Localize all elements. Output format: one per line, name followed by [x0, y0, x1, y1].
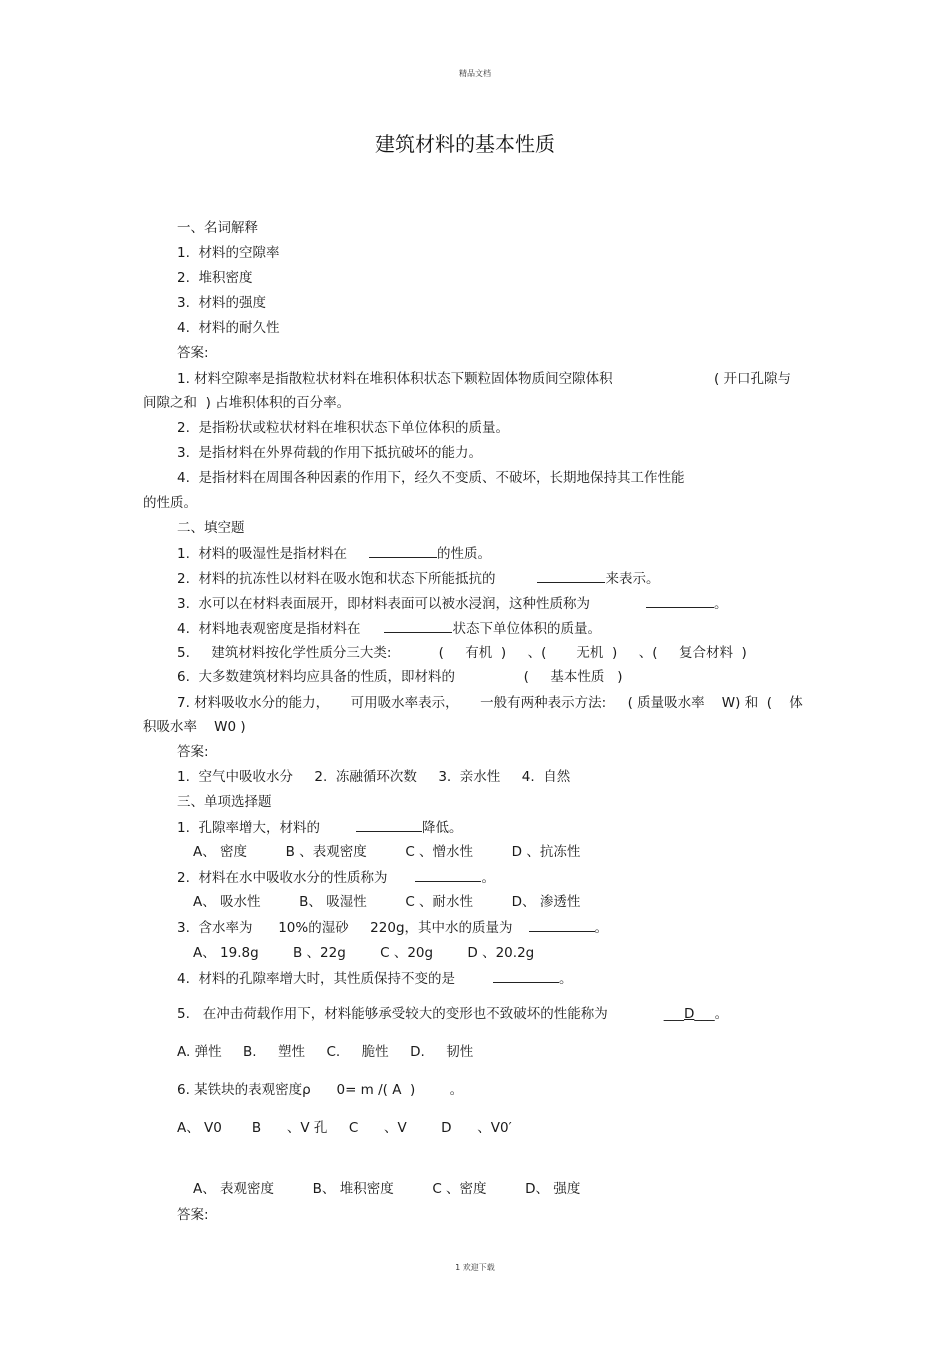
blank-line [369, 544, 437, 558]
sec1-answer-label: 答案: [177, 345, 209, 361]
section-2-heading: 二、填空题 [177, 520, 245, 536]
fill-question-4 [177, 619, 601, 638]
blank-line [537, 569, 605, 583]
fill-q4-text: 4. 材料地表观密度是指材料在 [177, 621, 361, 637]
fill-q2-tail: 来表示。 [605, 571, 660, 587]
fill-question-5: 5. 建筑材料按化学性质分三大类: ( 有机 ) 、( 无机 ) 、( 复合材料 ) [177, 645, 747, 661]
sec1-answer-4b: 的性质。 [143, 495, 197, 511]
choice-question-5 [177, 1005, 728, 1023]
fill-question-7a: 7. 材料吸收水分的能力， 可用吸水率表示， 一般有两种表示方法: ( 质量吸水率 W) 和 ( 体 [177, 695, 803, 711]
choice-q5-options: A. 弹性 B. 塑性 C. 脆性 D. 韧性 [177, 1044, 474, 1060]
fill-question-1 [177, 544, 491, 563]
sec1-item-2: 2. 堆积密度 [177, 270, 253, 286]
choice-question-2 [177, 868, 495, 887]
choice-question-1 [177, 818, 462, 837]
choice-q1-options: A、 密度 B 、表观密度 C 、憎水性 D 、抗冻性 [193, 844, 581, 860]
choice-q5-text: 5. 在冲击荷载作用下，材料能够承受较大的变形也不致破坏的性能称为 [177, 1006, 608, 1022]
fill-question-7b: 积吸水率 W0 ) [143, 719, 246, 735]
page-header: 精品文档 [459, 69, 491, 78]
sec2-answer-label: 答案: [177, 744, 209, 760]
choice-q3-options: A、 19.8g B 、22g C 、20g D 、20.2g [193, 945, 535, 961]
sec1-answer-2: 2. 是指粉状或粒状材料在堆积状态下单位体积的质量。 [177, 420, 509, 436]
choice-q6-options: A、 V0 B 、V 孔 C 、V D 、V0′ [177, 1120, 512, 1136]
sec1-item-4: 4. 材料的耐久性 [177, 320, 280, 336]
choice-q1-tail: 降低。 [421, 820, 463, 836]
choice-question-4 [177, 969, 572, 988]
blank-line [384, 619, 452, 633]
blank-line [529, 918, 595, 932]
sec1-item-3: 3. 材料的强度 [177, 295, 266, 311]
blank-line [415, 868, 481, 882]
choice-q4-text: 4. 材料的孔隙率增大时，其性质保持不变的是 [177, 971, 455, 987]
sec1-answer-1a: 1. 材料空隙率是指散粒状材料在堆积体积状态下颗粒固体物质间空隙体积 [177, 371, 613, 387]
choice-q5-blank-post: ___。 [694, 1006, 729, 1022]
sec1-answer-4a: 4. 是指材料在周围各种因素的作用下，经久不变质、不破坏，长期地保持其工作性能 [177, 470, 685, 486]
fill-question-2 [177, 569, 659, 588]
sec1-answer-3: 3. 是指材料在外界荷载的作用下抵抗破坏的能力。 [177, 445, 482, 461]
choice-q2-tail: 。 [481, 870, 495, 886]
choice-q5-blank-pre: ___ [663, 1006, 685, 1022]
choice-q1-text: 1. 孔隙率增大，材料的 [177, 820, 320, 836]
section-3-heading: 三、单项选择题 [177, 794, 272, 810]
fill-q3-tail: 。 [713, 596, 728, 612]
page-title: 建筑材料的基本性质 [375, 132, 555, 156]
choice-question-6: 6. 某铁块的表观密度ρ 0= m /( A ) 。 [177, 1082, 464, 1098]
fill-q3-text: 3. 水可以在材料表面展开，即材料表面可以被水浸润，这种性质称为 [177, 596, 590, 612]
choice-q3-text: 3. 含水率为 10%的湿砂 220g，其中水的质量为 [177, 920, 513, 936]
choice-q3-tail: 。 [594, 920, 609, 936]
fill-q1-text: 1. 材料的吸湿性是指材料在 [177, 546, 347, 562]
sec1-item-1: 1. 材料的空隙率 [177, 245, 280, 261]
fill-q1-tail: 的性质。 [436, 546, 491, 562]
choice-q2-options: A、 吸水性 B、 吸湿性 C 、耐水性 D、 渗透性 [193, 894, 581, 910]
sec3-answer-label: 答案: [177, 1207, 209, 1223]
choice-q4-tail: 。 [558, 971, 573, 987]
fill-question-6: 6. 大多数建筑材料均应具备的性质，即材料的 ( 基本性质 ) [177, 669, 623, 685]
sec2-answers: 1. 空气中吸收水分 2. 冻融循环次数 3. 亲水性 4. 自然 [177, 769, 571, 785]
fill-question-3 [177, 594, 727, 613]
sec1-answer-1c: 间隙之和 ) 占堆积体积的百分率。 [143, 395, 351, 411]
choice-q5-answer: D [684, 1006, 695, 1022]
choice-question-3 [177, 918, 608, 937]
blank-line [356, 818, 422, 832]
page-footer: 1 欢迎下载 [455, 1263, 495, 1272]
choice-extra-options: A、 表观密度 B、 堆积密度 C 、密度 D、 强度 [193, 1181, 581, 1197]
choice-q2-text: 2. 材料在水中吸收水分的性质称为 [177, 870, 388, 886]
fill-q2-text: 2. 材料的抗冻性以材料在吸水饱和状态下所能抵抗的 [177, 571, 496, 587]
blank-line [646, 594, 714, 608]
section-1-heading: 一、名词解释 [177, 220, 258, 236]
blank-line [493, 969, 559, 983]
sec1-answer-1b: ( 开口孔隙与 [714, 371, 792, 387]
fill-q4-tail: 状态下单位体积的质量。 [452, 621, 601, 637]
